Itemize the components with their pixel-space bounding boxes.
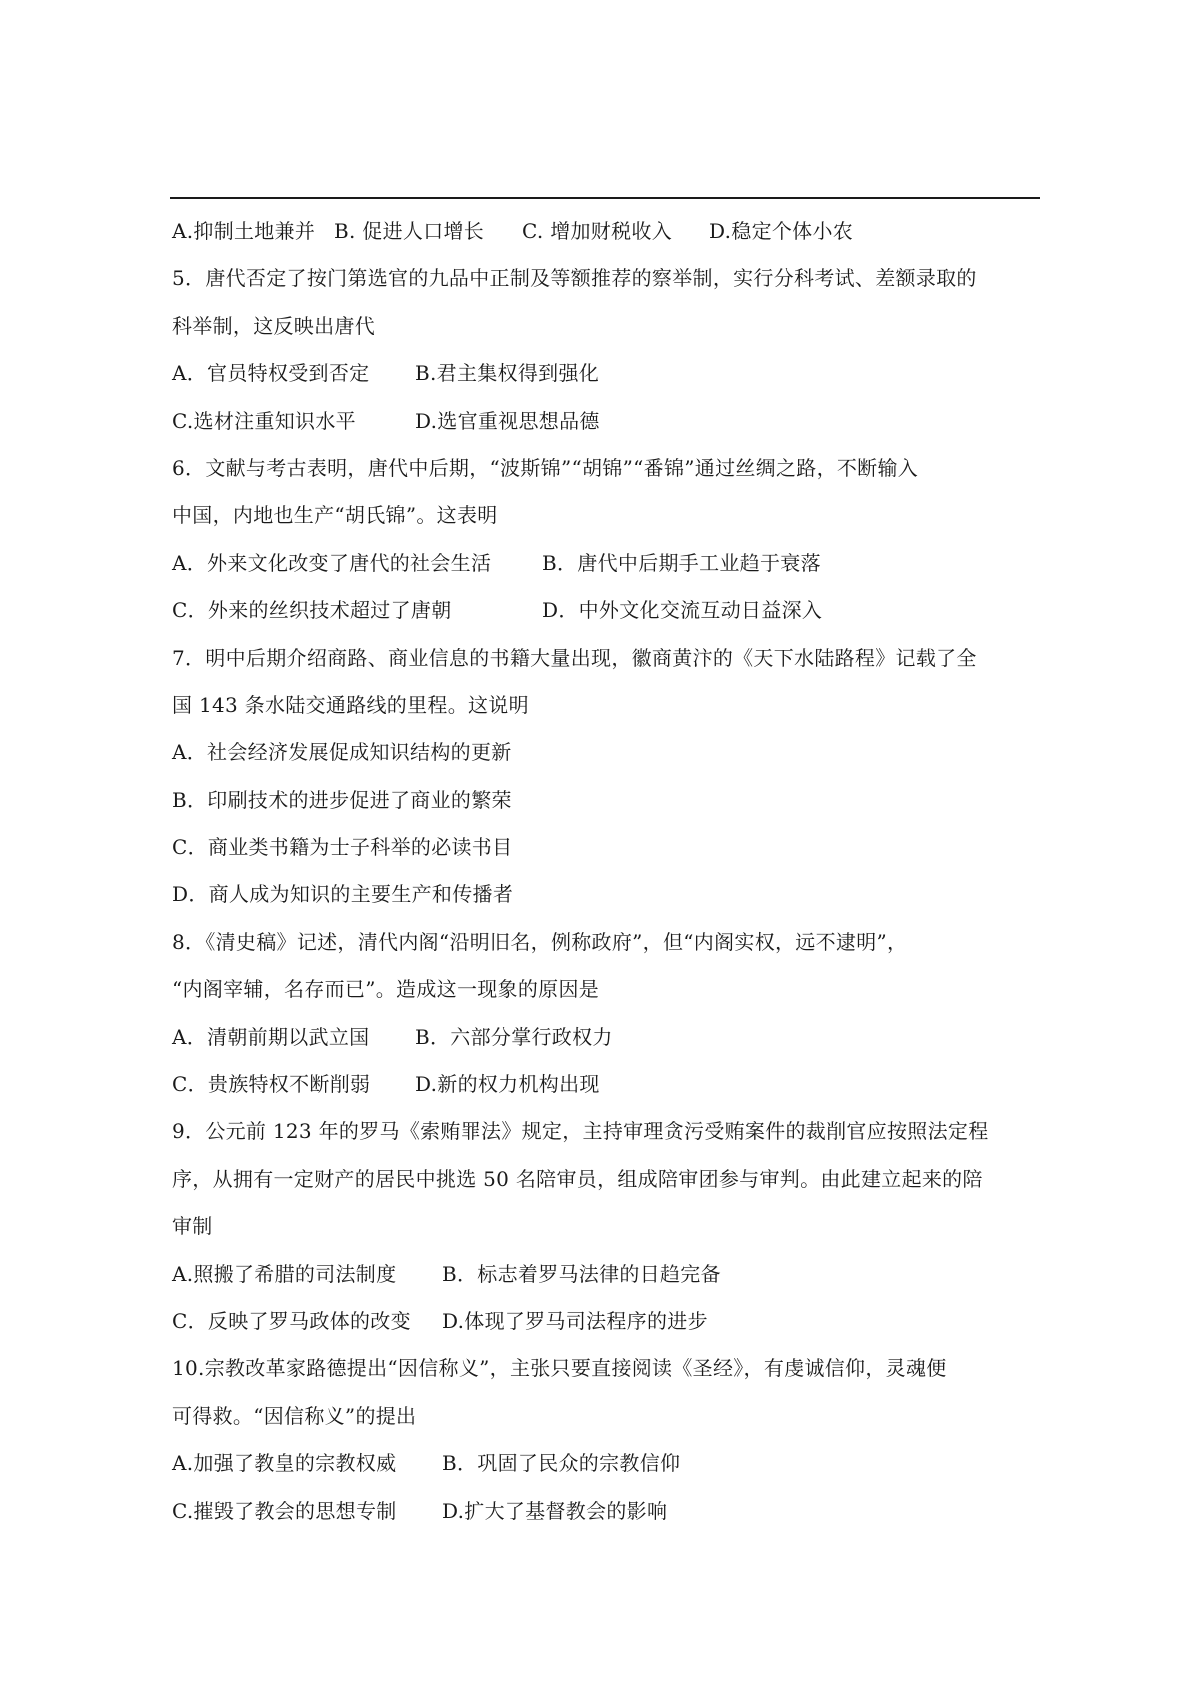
q7-option-b: B．印刷技术的进步促进了商业的繁荣 [172, 787, 512, 812]
q7-stem-line-2: 国 143 条水陆交通路线的里程。这说明 [172, 692, 529, 717]
q6-option-b: B．唐代中后期手工业趋于衰落 [542, 550, 821, 575]
q7-option-a: A．社会经济发展促成知识结构的更新 [172, 740, 512, 765]
q10-stem-line-2: 可得救。“因信称义”的提出 [172, 1403, 417, 1428]
q9-stem-line-1: 9．公元前 123 年的罗马《索贿罪法》规定，主持审理贪污受贿案件的裁削官应按照法定程 [172, 1119, 989, 1144]
q4-option-b: B. 促进人口增长 [334, 219, 485, 243]
q5-option-a: A．官员特权受到否定 [172, 361, 370, 386]
q5-option-d: D.选官重视思想品德 [415, 408, 600, 433]
q10-option-b: B．巩固了民众的宗教信仰 [442, 1451, 681, 1476]
q8-stem-line-2: “内阁宰辅，名存而已”。造成这一现象的原因是 [172, 977, 600, 1002]
q5-stem-line-2: 科举制，这反映出唐代 [172, 313, 375, 338]
q10-options-row-2 [172, 1488, 1052, 1535]
q5-option-b: B.君主集权得到强化 [415, 361, 600, 386]
q8-option-c: C．贵族特权不断削弱 [172, 1072, 371, 1097]
q8-options-row-1 [172, 1014, 1052, 1061]
q4-option-d: D.稳定个体小农 [709, 219, 854, 243]
q4-option-a: A.抑制土地兼并 [172, 219, 316, 243]
q6-stem-line-1: 6．文献与考古表明，唐代中后期，“波斯锦”“胡锦”“番锦”通过丝绸之路，不断输入 [172, 455, 919, 480]
q5-options-row-1 [172, 350, 1052, 397]
q8-option-b: B．六部分掌行政权力 [415, 1024, 613, 1049]
q8-option-d: D.新的权力机构出现 [415, 1072, 600, 1097]
q8-options-row-2 [172, 1061, 1052, 1108]
q9-stem-line-2: 序，从拥有一定财产的居民中挑选 50 名陪审员，组成陪审团参与审判。由此建立起来的陪 [172, 1166, 983, 1191]
q10-option-d: D.扩大了基督教会的影响 [442, 1498, 668, 1523]
q6-option-a: A．外来文化改变了唐代的社会生活 [172, 550, 492, 575]
q5-option-c: C.选材注重知识水平 [172, 408, 356, 433]
q6-options-row-2 [172, 587, 1052, 634]
exam-page-content [172, 208, 1052, 1535]
q4-options-row [172, 208, 1052, 255]
q9-option-d: D.体现了罗马司法程序的进步 [442, 1308, 708, 1333]
q9-options-row-2 [172, 1298, 1052, 1345]
q10-options-row-1 [172, 1440, 1052, 1487]
q5-options-row-2 [172, 398, 1052, 445]
q9-stem-line-3: 审制 [172, 1214, 213, 1239]
q10-option-a: A.加强了教皇的宗教权威 [172, 1451, 397, 1476]
q8-stem-line-1: 8．《清史稿》记述，清代内阁“沿明旧名，例称政府”，但“内阁实权，远不逮明”， [172, 929, 908, 954]
q6-option-d: D．中外文化交流互动日益深入 [542, 598, 823, 623]
q6-stem-line-2: 中国，内地也生产“胡氏锦”。这表明 [172, 503, 498, 528]
q6-options-row-1 [172, 540, 1052, 587]
q9-option-c: C．反映了罗马政体的改变 [172, 1308, 411, 1333]
header-rule [170, 197, 1040, 199]
q6-option-c: C．外来的丝织技术超过了唐朝 [172, 598, 452, 623]
q8-option-a: A．清朝前期以武立国 [172, 1024, 370, 1049]
q5-stem-line-1: 5．唐代否定了按门第选官的九品中正制及等额推荐的察举制，实行分科考试、差额录取的 [172, 266, 977, 291]
q10-stem-line-1: 10.宗教改革家路德提出“因信称义”，主张只要直接阅读《圣经》，有虔诚信仰，灵魂便 [172, 1356, 947, 1381]
q9-option-b: B．标志着罗马法律的日趋完备 [442, 1261, 721, 1286]
q4-option-c: C. 增加财税收入 [522, 219, 673, 243]
q10-option-c: C.摧毁了教会的思想专制 [172, 1498, 397, 1523]
q7-option-d: D．商人成为知识的主要生产和传播者 [172, 882, 514, 907]
q9-options-row-1 [172, 1251, 1052, 1298]
q7-stem-line-1: 7．明中后期介绍商路、商业信息的书籍大量出现，徽商黄汴的《天下水陆路程》记载了全 [172, 645, 977, 670]
q9-option-a: A.照搬了希腊的司法制度 [172, 1261, 397, 1286]
q7-option-c: C．商业类书籍为士子科举的必读书目 [172, 835, 513, 860]
